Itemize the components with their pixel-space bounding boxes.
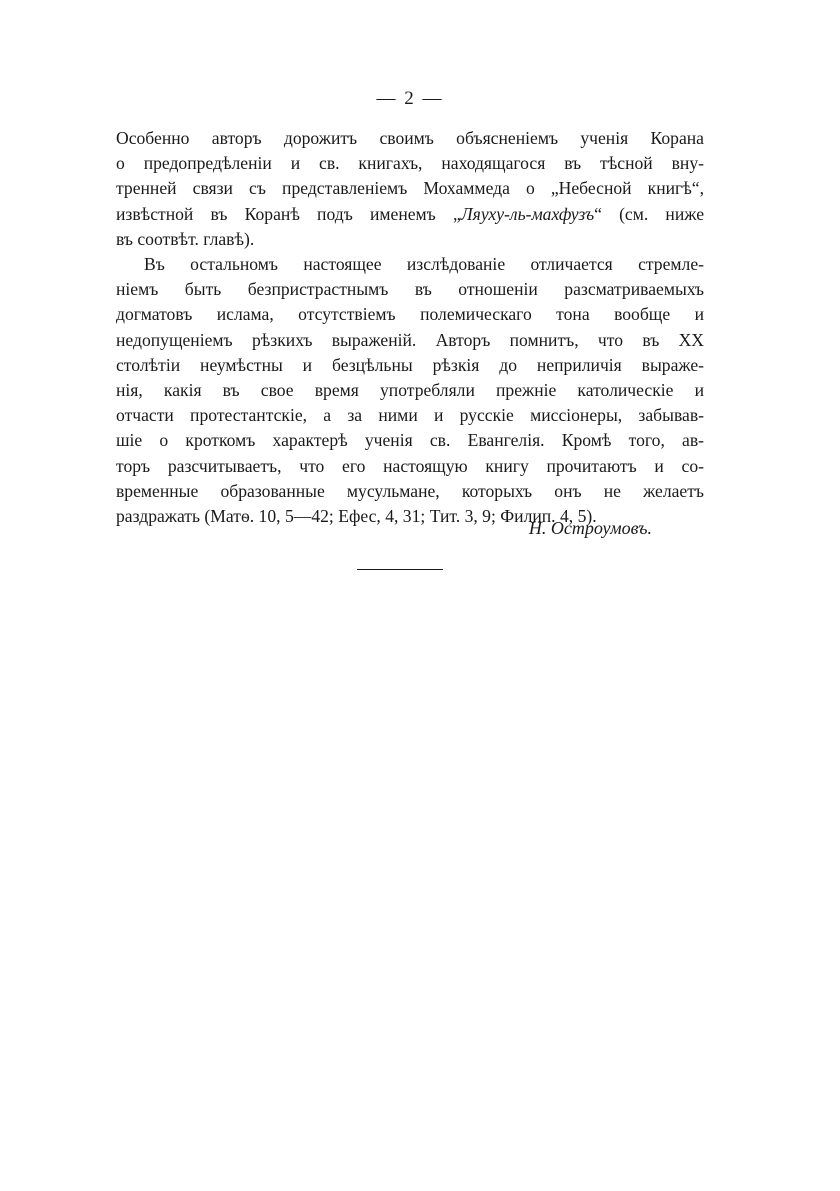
page-number: — 2 —: [376, 88, 444, 109]
author-signature: Н. Остроумовъ.: [528, 518, 652, 538]
body-text: [116, 126, 704, 529]
text-line: нія, какія въ свое время употребляли прежніе католическіе и: [116, 380, 704, 401]
paragraph-1: [116, 126, 704, 252]
book-title-italic: Ляуху-ль-махфузъ: [460, 203, 595, 224]
text-line: временные образованные мусульмане, которыхъ онъ не желаетъ: [116, 480, 704, 501]
text-line-start: извѣстной въ Коранѣ подъ именемъ „: [116, 203, 461, 224]
text-line: отчасти протестантскіе, а за ними и русскіе миссіонеры, забывав-: [116, 405, 704, 426]
text-line: догматовъ ислама, отсутствіемъ полемическаго тона вообще и: [116, 304, 704, 325]
text-line: о предопредѣленіи и св. книгахъ, находящагося въ тѣсной вну-: [116, 153, 704, 174]
text-line: въ соотвѣт. главѣ).: [116, 228, 255, 249]
section-divider: [357, 569, 443, 570]
text-line: тренней связи съ представленіемъ Мохаммеда о „Небесной книгѣ“,: [116, 178, 704, 199]
text-line: ніемъ быть безпристрастнымъ въ отношеніи разсматриваемыхъ: [116, 279, 704, 300]
text-line-end: “ (см. ниже: [594, 203, 704, 224]
text-line: [116, 202, 704, 227]
text-line: шіе о кроткомъ характерѣ ученія св. Евангелія. Кромѣ того, ав-: [116, 430, 704, 451]
text-line: столѣтіи неумѣстны и безцѣльны рѣзкія до неприличія выраже-: [116, 354, 704, 375]
text-line: Особенно авторъ дорожитъ своимъ объясненіемъ ученія Корана: [116, 128, 704, 148]
paragraph-2: [116, 252, 704, 529]
text-line: торъ разсчитываетъ, что его настоящую книгу прочитаютъ и со-: [116, 455, 704, 476]
text-line: Въ остальномъ настоящее изслѣдованіе отличается стремле-: [144, 254, 704, 275]
text-line: недопущеніемъ рѣзкихъ выраженій. Авторъ помнитъ, что въ XX: [116, 329, 704, 350]
text-line: раздражать (Матѳ. 10, 5—42; Ефес, 4, 31; Тит. 3, 9; Филип. 4, 5).: [116, 506, 597, 527]
